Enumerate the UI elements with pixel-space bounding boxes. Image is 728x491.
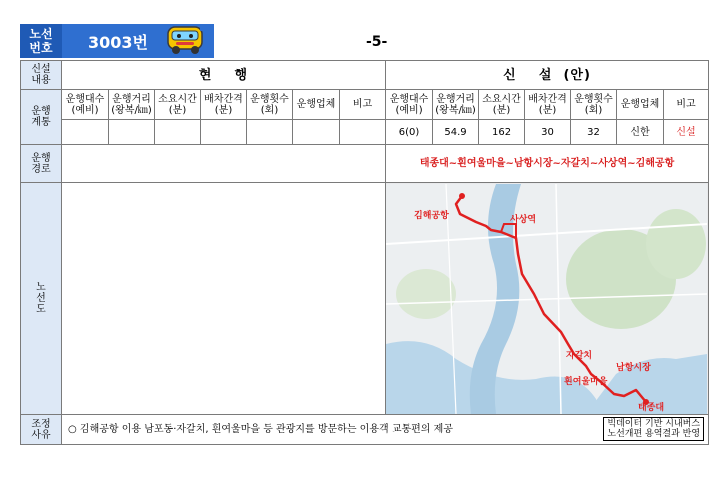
route-map-image	[386, 184, 707, 414]
map-label-huinyeoul: 흰여울마을	[564, 376, 608, 387]
current-val-vehicles	[62, 120, 109, 145]
route-number-label: 노선 번호	[20, 24, 62, 58]
route-table	[20, 60, 709, 445]
new-val-vehicles: 6(0)	[386, 120, 433, 145]
map-label-taejongdae: 태종대	[638, 402, 665, 413]
reason-label: 조정 사유	[21, 415, 62, 445]
current-val-interval	[201, 120, 247, 145]
current-val-time	[155, 120, 201, 145]
current-val-trips	[247, 120, 293, 145]
current-val-remarks	[340, 120, 386, 145]
route-map-label: 노 선 도	[21, 183, 62, 415]
new-col-remarks: 비고	[664, 90, 709, 120]
new-col-distance: 운행거리 (왕복/㎞)	[433, 90, 479, 120]
current-section-title: 현 행	[62, 61, 386, 90]
new-val-remarks: 신설	[664, 120, 709, 145]
map-label-gimhae: 김해공항	[414, 210, 449, 221]
new-col-trips: 운행횟수 (회)	[571, 90, 617, 120]
current-val-operator	[293, 120, 340, 145]
current-col-time: 소요시간 (분)	[155, 90, 201, 120]
route-path-label: 운행 경로	[21, 145, 62, 183]
map-label-jagalchi: 자갈치	[566, 350, 593, 361]
new-col-interval: 배차간격 (분)	[525, 90, 571, 120]
current-col-distance: 운행거리 (왕복/㎞)	[109, 90, 155, 120]
new-val-interval: 30	[525, 120, 571, 145]
current-col-vehicles: 운행대수 (예비)	[62, 90, 109, 120]
map-label-namhang: 남항시장	[616, 362, 651, 373]
new-col-time: 소요시간 (분)	[479, 90, 525, 120]
new-route-path: 태종대~흰여울마을~남항시장~자갈치~사상역~김해공항	[386, 145, 709, 183]
bus-icon	[164, 23, 210, 57]
ops-label: 운행 계통	[21, 90, 62, 145]
new-val-time: 162	[479, 120, 525, 145]
current-route-map	[62, 183, 386, 415]
page-number: -5-	[366, 34, 388, 50]
current-route-path	[62, 145, 386, 183]
route-number: 3003번	[88, 32, 148, 52]
current-col-trips: 운행횟수 (회)	[247, 90, 293, 120]
new-col-vehicles: 운행대수 (예비)	[386, 90, 433, 120]
new-val-trips: 32	[571, 120, 617, 145]
new-val-distance: 54.9	[433, 120, 479, 145]
reason-note: 빅데이터 기반 시내버스 노선개편 용역결과 반영	[603, 417, 704, 441]
current-val-distance	[109, 120, 155, 145]
map-label-sasang: 사상역	[510, 214, 537, 225]
new-val-operator: 신한	[617, 120, 664, 145]
content-label: 신설 내용	[21, 61, 62, 90]
current-col-remarks: 비고	[340, 90, 386, 120]
new-col-operator: 운행업체	[617, 90, 664, 120]
new-section-title: 신 설 (안)	[386, 61, 709, 90]
current-col-operator: 운행업체	[293, 90, 340, 120]
current-col-interval: 배차간격 (분)	[201, 90, 247, 120]
reason-text: ○ 김해공항 이용 남포동·자갈치, 흰여울마을 등 관광지를 방문하는 이용객 교통편의 제공	[68, 424, 453, 435]
new-route-map	[386, 183, 709, 415]
reason-cell	[62, 415, 709, 445]
